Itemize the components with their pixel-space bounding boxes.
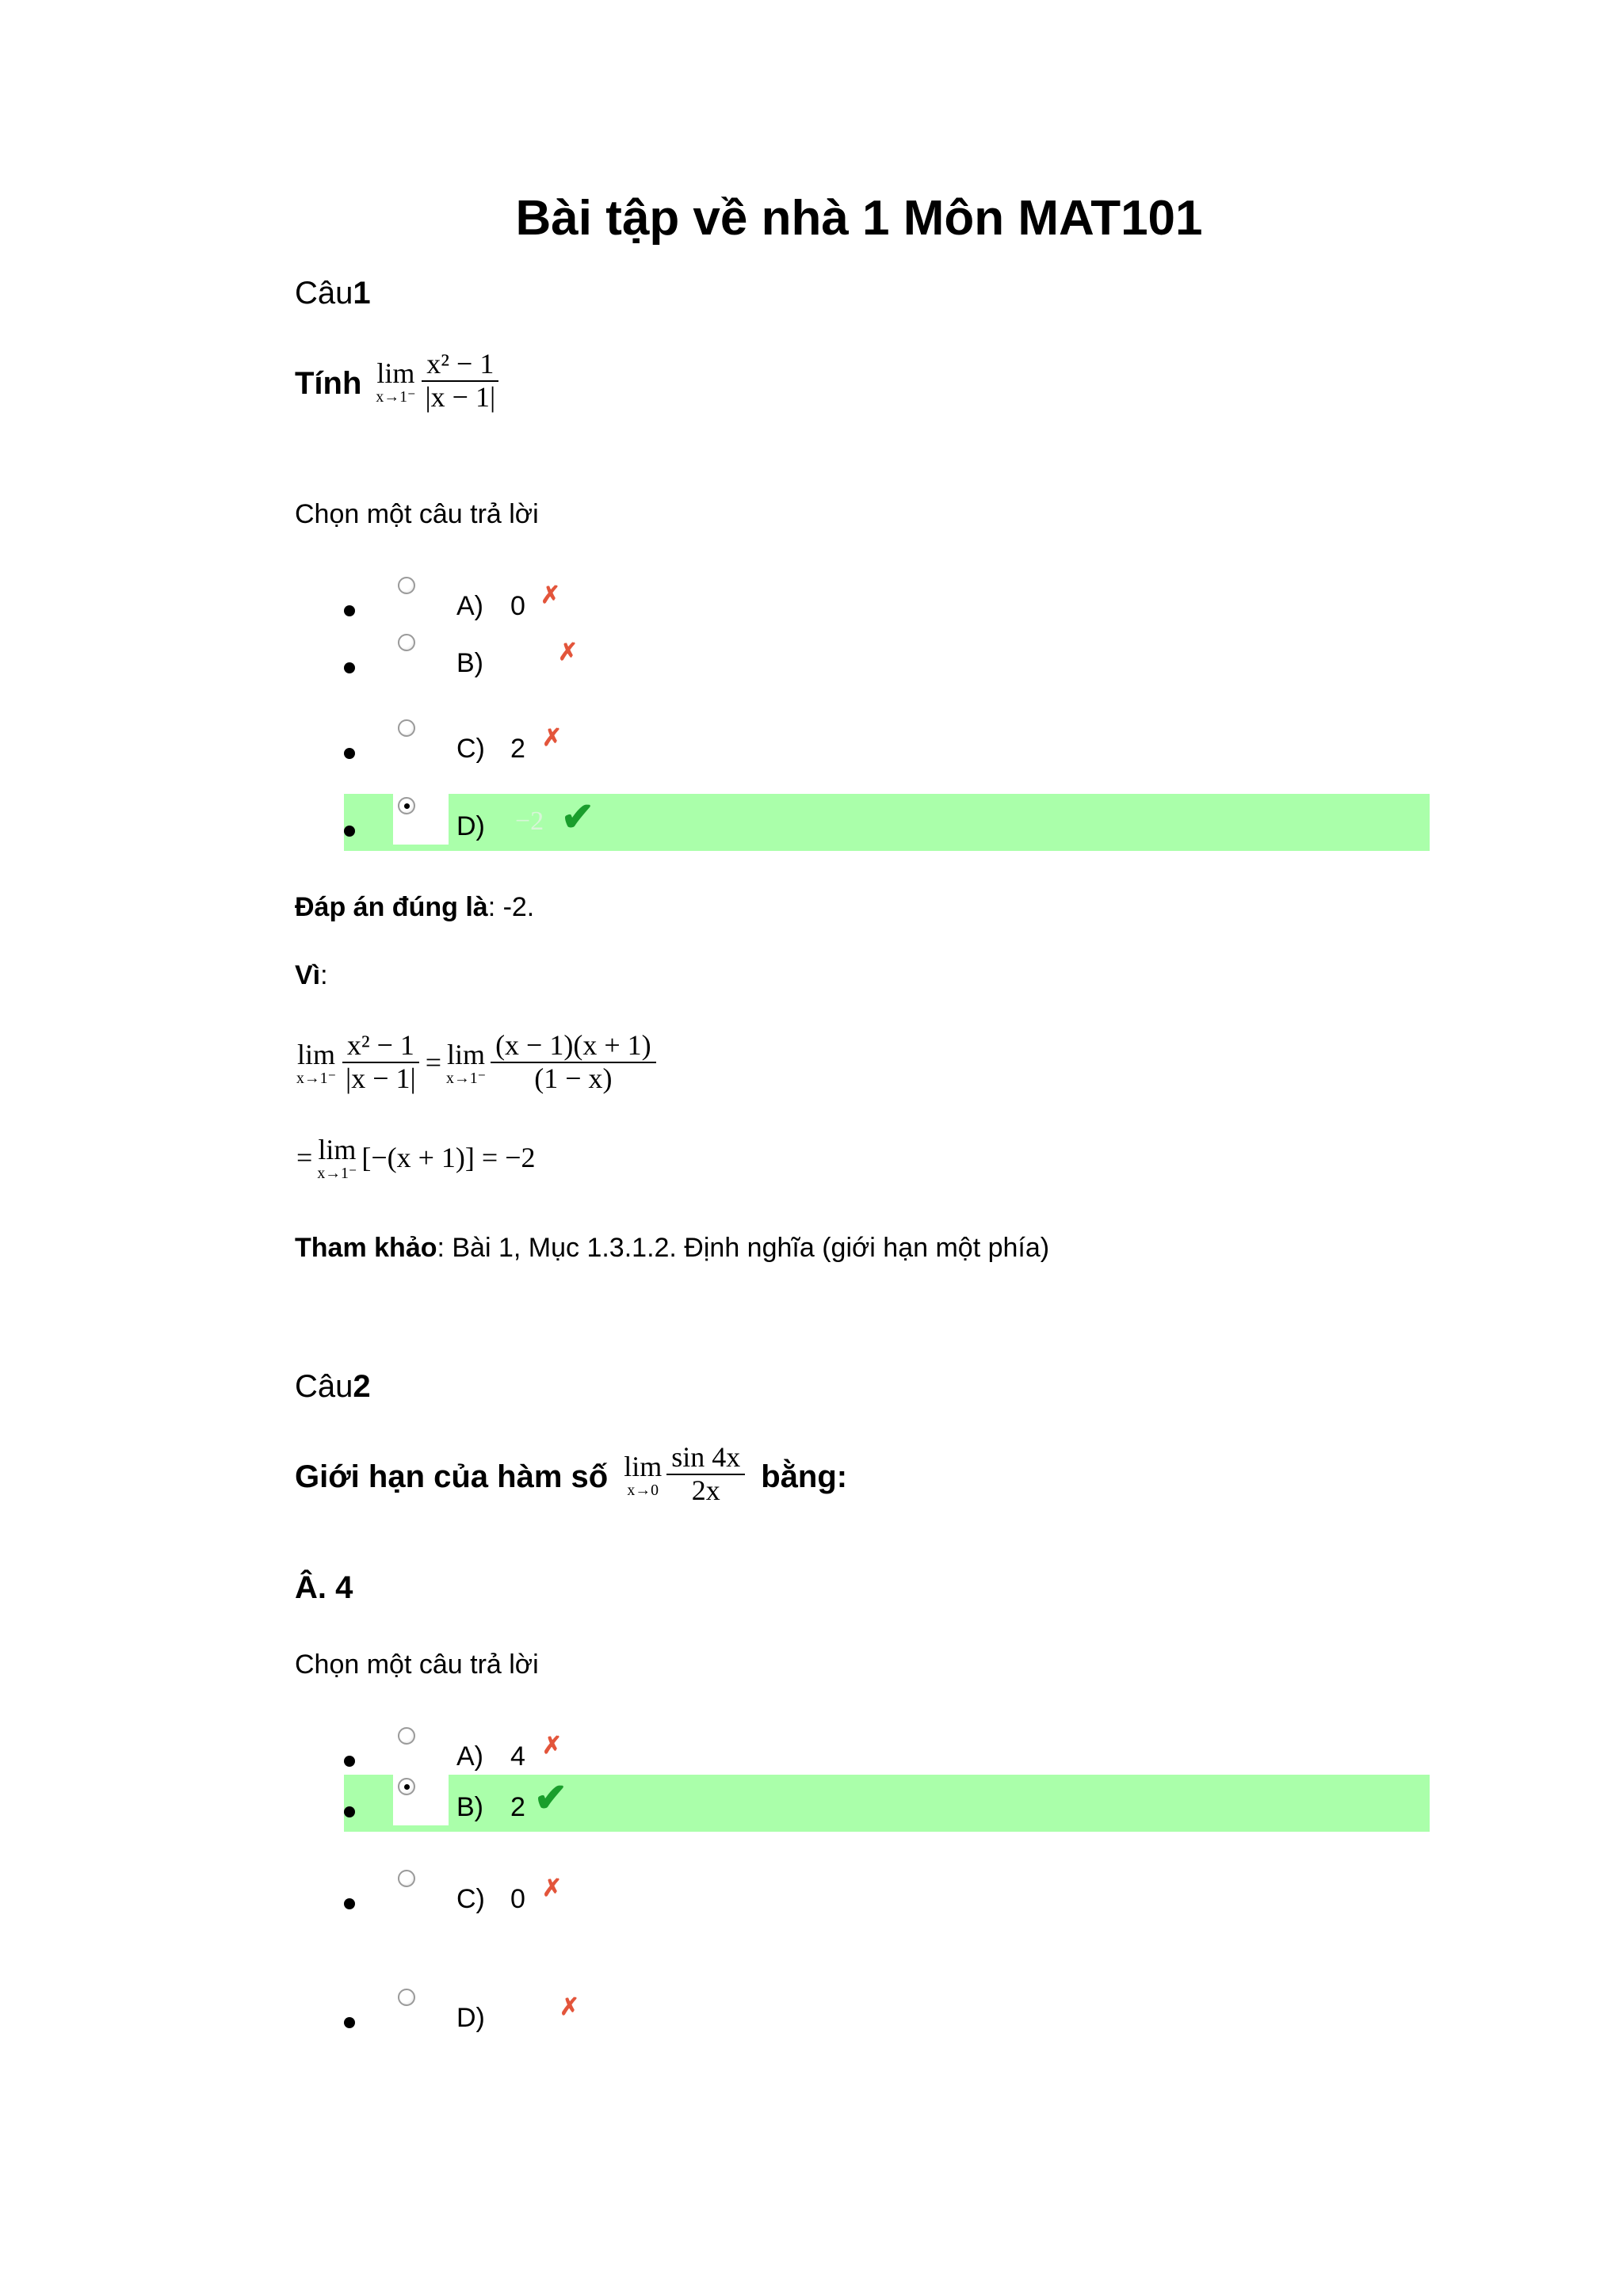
lim-subscript: x→0 (627, 1481, 659, 1499)
question-number: 1 (353, 276, 371, 311)
radio-wrapper (393, 1724, 449, 1775)
lim-subscript: x→1⁻ (317, 1165, 357, 1182)
option-letter: D) (456, 2003, 485, 2033)
option-letter: B) (456, 1792, 483, 1822)
extra-answer-line: Â. 4 (295, 1570, 353, 1605)
denominator: (1 − x) (534, 1062, 613, 1094)
lim-text: lim (318, 1134, 357, 1165)
lim-operator (317, 1133, 357, 1182)
option-letter: D) (456, 811, 485, 841)
option-value: −2 (515, 807, 544, 836)
correct-check-icon: ✔ (561, 795, 594, 839)
question-number: 2 (353, 1369, 371, 1404)
bullet (344, 662, 355, 673)
radio-button[interactable] (398, 1727, 415, 1745)
equals-sign: = (296, 1141, 313, 1173)
fraction (666, 1442, 745, 1506)
solution-line-1 (296, 1030, 656, 1094)
lim-text: lim (624, 1450, 663, 1482)
because-label: Vì (295, 960, 321, 990)
expression: [−(x + 1)] = −2 (361, 1141, 536, 1173)
question-2-prompt (295, 1442, 847, 1506)
option-letter: C) (456, 1884, 485, 1914)
lim-subscript: x→1⁻ (296, 1069, 337, 1087)
q2-option-d[interactable] (0, 1985, 1623, 2042)
fraction (491, 1030, 656, 1094)
q1-option-b[interactable] (0, 631, 1623, 688)
answer-value: : -2. (487, 892, 535, 922)
option-value: 4 (510, 1741, 525, 1772)
radio-wrapper (393, 574, 449, 624)
question-1-prompt (295, 349, 500, 413)
fraction (420, 349, 500, 413)
bullet (344, 1806, 355, 1817)
correct-highlight (344, 794, 1430, 851)
wrong-mark-icon: ✗ (559, 1994, 580, 2020)
radio-button[interactable] (398, 634, 415, 651)
option-value: 0 (510, 591, 525, 621)
numerator: sin 4x (666, 1442, 745, 1475)
radio-wrapper (393, 716, 449, 767)
option-letter: A) (456, 591, 483, 621)
numerator: x² − 1 (342, 1030, 419, 1063)
radio-button[interactable] (398, 797, 415, 814)
wrong-mark-icon: ✗ (540, 582, 561, 608)
q1-option-d[interactable] (0, 794, 1623, 851)
answer-line (295, 892, 534, 923)
q2-option-c[interactable] (0, 1867, 1623, 1924)
bullet (344, 826, 355, 837)
bullet (344, 1756, 355, 1767)
option-value: 2 (510, 1792, 525, 1822)
numerator: x² − 1 (422, 349, 498, 382)
choose-instruction: Chọn một câu trả lời (295, 499, 539, 529)
lim-operator (296, 1038, 336, 1087)
question-label-prefix: Câu (295, 276, 353, 311)
bullet (344, 1898, 355, 1909)
bullet (344, 748, 355, 759)
wrong-mark-icon: ✗ (542, 725, 563, 751)
option-letter: C) (456, 734, 485, 764)
prompt-end-text: bằng: (761, 1459, 848, 1495)
numerator: (x − 1)(x + 1) (491, 1030, 656, 1063)
option-value: 2 (510, 734, 525, 764)
reference-text: : Bài 1, Mục 1.3.1.2. Định nghĩa (giới hạn một phía) (437, 1233, 1050, 1263)
reference-label: Tham khảo (295, 1233, 437, 1263)
lim-subscript: x→1⁻ (446, 1069, 487, 1087)
equals-sign: = (425, 1046, 442, 1078)
radio-button[interactable] (398, 1778, 415, 1795)
lim-text: lim (376, 357, 415, 389)
limit-formula (376, 349, 500, 413)
question-label-prefix: Câu (295, 1369, 353, 1404)
prompt-text: Tính (295, 366, 362, 402)
answer-label: Đáp án đúng là (295, 892, 488, 922)
wrong-mark-icon: ✗ (542, 1733, 563, 1759)
denominator: |x − 1| (346, 1062, 416, 1094)
denominator: 2x (691, 1474, 720, 1506)
radio-wrapper (393, 794, 449, 845)
choose-instruction: Chọn một câu trả lời (295, 1650, 539, 1680)
q1-option-a[interactable] (0, 574, 1623, 631)
lim-subscript: x→1⁻ (376, 387, 416, 406)
lim-text: lim (297, 1038, 336, 1070)
because-line (295, 960, 328, 991)
fraction (341, 1030, 421, 1094)
radio-wrapper (393, 631, 449, 681)
radio-button[interactable] (398, 577, 415, 594)
q2-option-a[interactable] (0, 1724, 1623, 1781)
option-letter: B) (456, 648, 483, 678)
denominator: |x − 1| (425, 380, 496, 413)
bullet (344, 2017, 355, 2028)
lim-operator (624, 1450, 662, 1499)
wrong-mark-icon: ✗ (558, 639, 579, 666)
radio-button[interactable] (398, 719, 415, 737)
solution-line-2 (296, 1133, 536, 1182)
option-value: 0 (510, 1884, 525, 1914)
lim-text: lim (447, 1038, 486, 1070)
prompt-text: Giới hạn của hàm số (295, 1459, 609, 1495)
bullet (344, 605, 355, 616)
page-title: Bài tập về nhà 1 Môn MAT101 (515, 191, 1203, 246)
radio-button[interactable] (398, 1989, 415, 2006)
because-colon: : (320, 960, 328, 990)
radio-wrapper (393, 1775, 449, 1825)
radio-button[interactable] (398, 1870, 415, 1887)
q1-option-c[interactable] (0, 716, 1623, 773)
reference-line (295, 1233, 1049, 1264)
correct-highlight (344, 1775, 1430, 1832)
lim-operator (446, 1038, 486, 1087)
question-2-label (295, 1369, 371, 1405)
option-letter: A) (456, 1741, 483, 1772)
q2-option-b[interactable] (0, 1775, 1623, 1832)
wrong-mark-icon: ✗ (542, 1875, 563, 1901)
limit-formula (624, 1442, 745, 1506)
question-1-label (295, 276, 371, 311)
lim-operator (376, 357, 415, 406)
radio-wrapper (393, 1985, 449, 2036)
correct-check-icon: ✔ (534, 1775, 567, 1820)
radio-wrapper (393, 1867, 449, 1917)
